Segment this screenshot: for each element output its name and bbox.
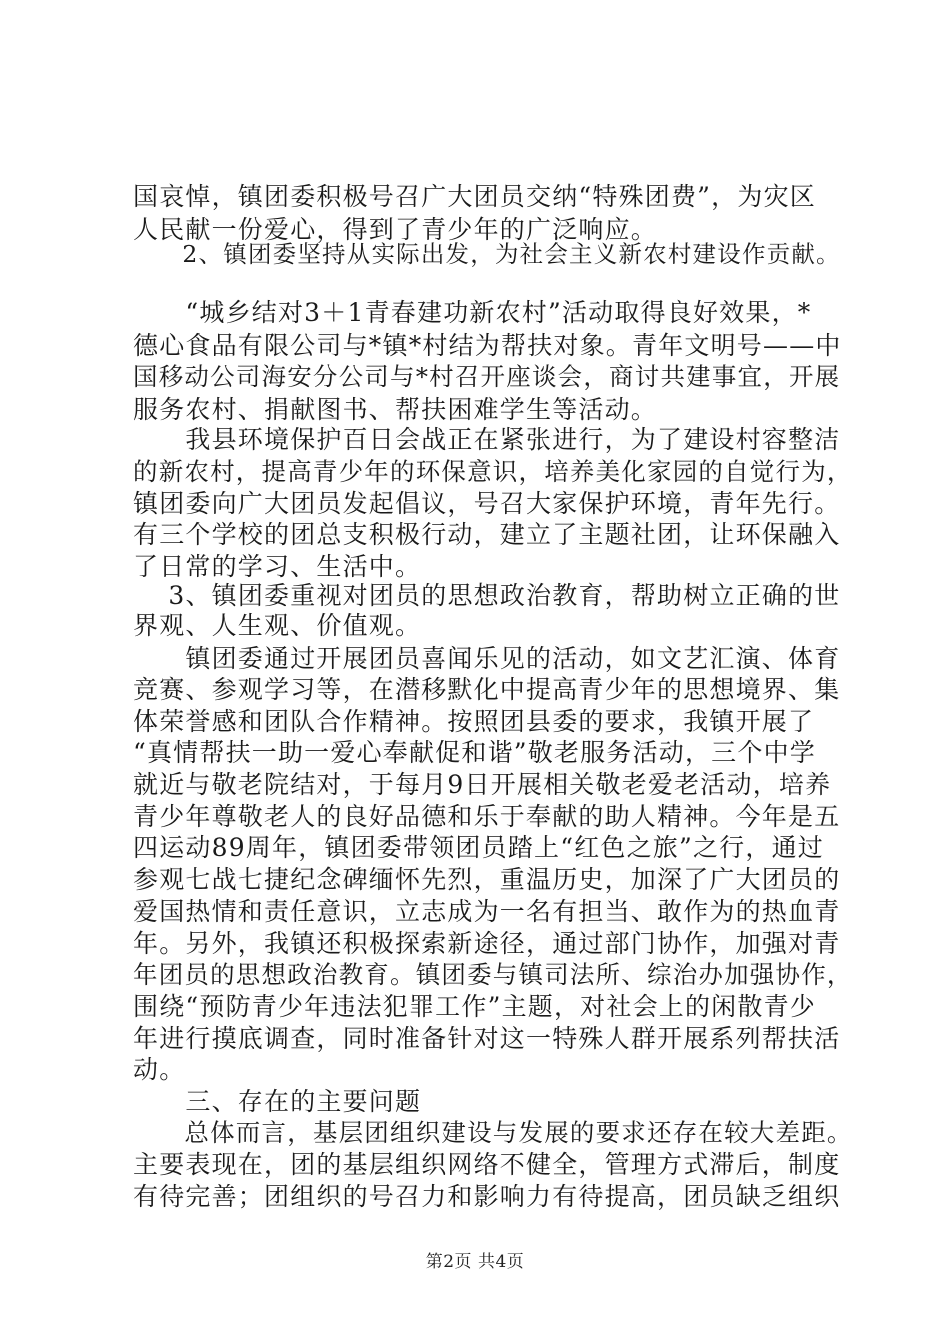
text-line: 镇团委向广大团员发起倡议，号召大家保护环境，青年先行。	[133, 489, 841, 518]
text-line: 服务农村、捐献图书、帮扶困难学生等活动。	[133, 395, 658, 424]
text-line: 年进行摸底调查，同时准备针对这一特殊人群开展系列帮扶活	[133, 1024, 841, 1053]
text-line: 年。另外，我镇还积极探索新途径，通过部门协作，加强对青	[133, 929, 841, 958]
text-line: 动。	[133, 1055, 186, 1084]
text-line: 有待完善；团组织的号召力和影响力有待提高，团员缺乏组织	[133, 1182, 841, 1211]
page-number-footer: 第2页 共4页	[425, 1252, 525, 1272]
text-line: 主要表现在，团的基层组织网络不健全，管理方式滞后，制度	[133, 1150, 841, 1179]
section-heading: 三、存在的主要问题	[133, 1087, 422, 1116]
text-line: 年团员的思想政治教育。镇团委与镇司法所、综治办加强协作，	[133, 960, 853, 989]
text-line: 我县环境保护百日会战正在紧张进行，为了建设村容整洁	[133, 425, 841, 454]
text-line: “真情帮扶一助一爱心奉献促和谐”敬老服务活动，三个中学	[133, 738, 816, 767]
text-line: “城乡结对3＋1青春建功新农村”活动取得良好效果，*	[133, 298, 812, 327]
text-line: 德心食品有限公司与*镇*村结为帮扶对象。青年文明号——中	[133, 331, 842, 360]
text-line: 总体而言，基层团组织建设与发展的要求还存在较大差距。	[133, 1118, 853, 1147]
text-line: 镇团委通过开展团员喜闻乐见的活动，如文艺汇演、体育	[133, 644, 841, 673]
text-line: 就近与敬老院结对，于每月9日开展相关敬老爱老活动，培养	[133, 770, 832, 799]
text-line: 四运动89周年，镇团委带领团员踏上“红色之旅”之行，通过	[133, 833, 824, 862]
text-line: 的新农村，提高青少年的环保意识，培养美化家园的自觉行为，	[133, 457, 853, 486]
text-line: 界观、人生观、价值观。	[133, 611, 422, 640]
text-line: 围绕“预防青少年违法犯罪工作”主题，对社会上的闲散青少	[133, 992, 816, 1021]
text-line: 3、镇团委重视对团员的思想政治教育，帮助树立正确的世	[133, 581, 841, 610]
text-line: 了日常的学习、生活中。	[133, 552, 422, 581]
text-line: 国哀悼，镇团委积极号召广大团员交纳“特殊团费”，为灾区	[133, 182, 816, 211]
text-line: 人民献一份爱心，得到了青少年的广泛响应。	[133, 215, 658, 244]
text-line: 参观七战七捷纪念碑缅怀先烈，重温历史，加深了广大团员的	[133, 865, 841, 894]
text-line: 国移动公司海安分公司与*村召开座谈会，商讨共建事宜，开展	[133, 362, 841, 391]
text-line: 爱国热情和责任意识，立志成为一名有担当、敢作为的热血青	[133, 897, 841, 926]
text-line: 有三个学校的团总支积极行动，建立了主题社团，让环保融入	[133, 520, 841, 549]
text-line: 体荣誉感和团队合作精神。按照团县委的要求，我镇开展了	[133, 707, 815, 736]
text-line: 竞赛、参观学习等，在潜移默化中提高青少年的思想境界、集	[133, 675, 841, 704]
text-line: 青少年尊敬老人的良好品德和乐于奉献的助人精神。今年是五	[133, 802, 841, 831]
text-line: 2、镇团委坚持从实际出发，为社会主义新农村建设作贡献。	[133, 240, 841, 268]
